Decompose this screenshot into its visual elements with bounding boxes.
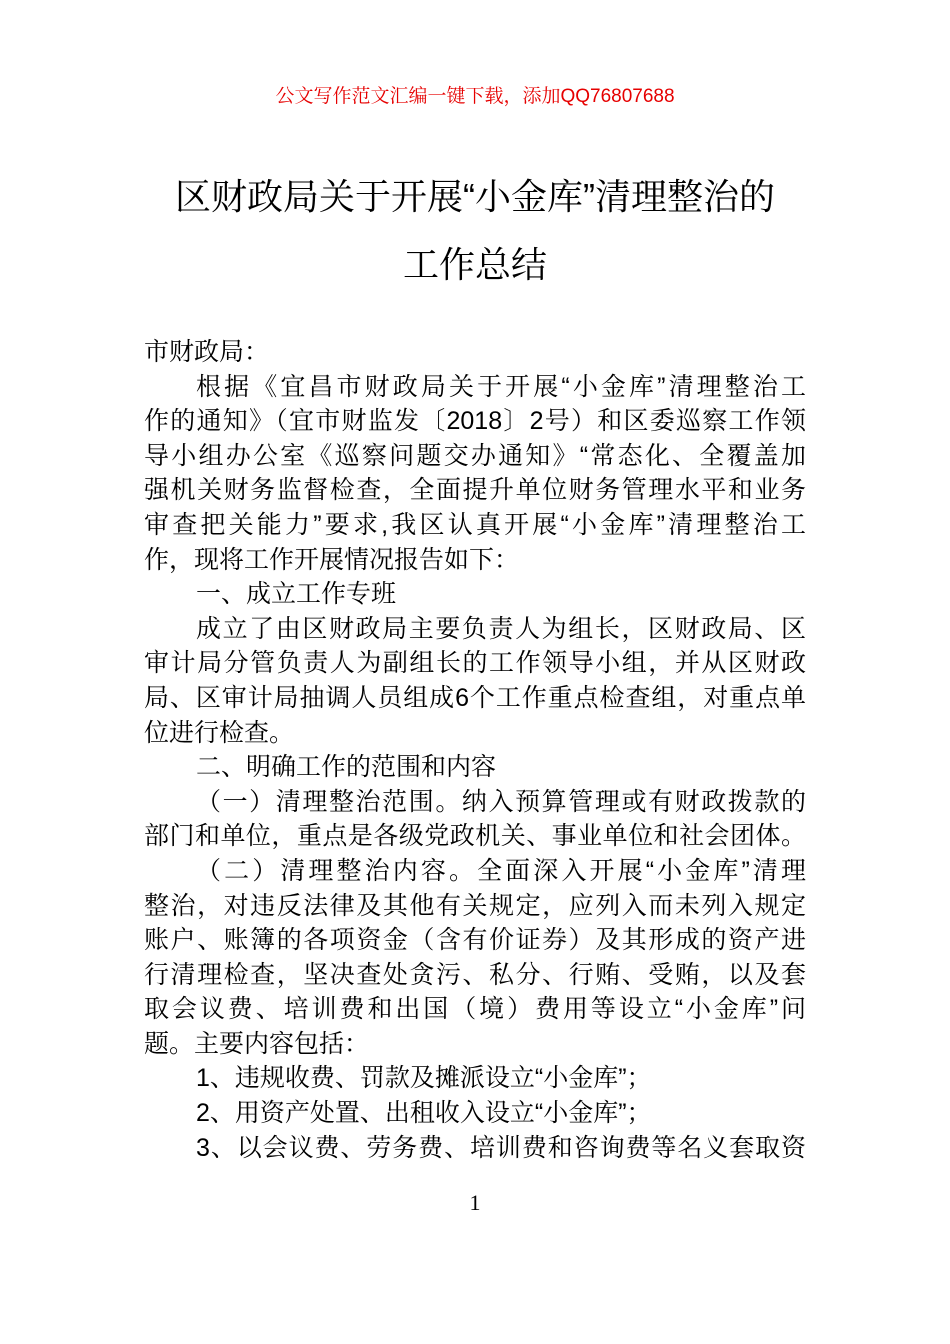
text-line: 根据《宜昌市财政局关于开展“小金库”清理整治工 bbox=[196, 372, 806, 401]
text-line: 局、区审计局抽调人员组成6个工作重点检查组，对重点单 bbox=[144, 683, 806, 712]
page-number: 1 bbox=[469, 1190, 481, 1215]
text-line: 成立了由区财政局主要负责人为组长，区财政局、区 bbox=[196, 614, 806, 643]
text-line: 1、违规收费、罚款及摊派设立“小金库”； bbox=[196, 1064, 652, 1093]
text-line: 二、明确工作的范围和内容 bbox=[196, 753, 497, 782]
text-line: 强机关财务监督检查，全面提升单位财务管理水平和业务 bbox=[144, 476, 806, 505]
text-line: 账户、账簿的各项资金（含有价证券）及其形成的资产进 bbox=[144, 926, 806, 955]
text-line: （二）清理整治内容。全面深入开展“小金库”清理 bbox=[196, 856, 806, 885]
document-title-line-2: 工作总结 bbox=[402, 244, 547, 285]
text-line: 行清理检查，坚决查处贪污、私分、行贿、受贿，以及套 bbox=[144, 960, 806, 989]
text-line: 一、成立工作专班 bbox=[196, 580, 397, 609]
document-title-line-1: 区财政局关于开展“小金库”清理整治的 bbox=[175, 176, 775, 217]
text-line: 部门和单位，重点是各级党政机关、事业单位和社会团体。 bbox=[144, 822, 806, 851]
text-line: （一）清理整治范围。纳入预算管理或有财政拨款的 bbox=[196, 787, 806, 816]
text-line: 位进行检查。 bbox=[144, 718, 295, 747]
text-line: 导小组办公室《巡察问题交办通知》“常态化、全覆盖加 bbox=[144, 441, 806, 470]
text-line: 取会议费、培训费和出国（境）费用等设立“小金库”问 bbox=[144, 995, 806, 1024]
text-line: 作，现将工作开展情况报告如下： bbox=[144, 545, 520, 574]
text-line: 审查把关能力”要求,我区认真开展“小金库”清理整治工 bbox=[144, 510, 806, 539]
text-line: 作的通知》（宜市财监发〔2018〕2号）和区委巡察工作领 bbox=[144, 407, 806, 436]
download-banner-link[interactable]: 公文写作范文汇编一键下载，添加QQ76807688 bbox=[275, 86, 675, 107]
text-line: 市财政局： bbox=[144, 338, 270, 366]
text-line: 3、以会议费、劳务费、培训费和咨询费等名义套取资 bbox=[196, 1133, 806, 1162]
text-line: 题。主要内容包括： bbox=[144, 1029, 370, 1058]
text-line: 2、用资产处置、出租收入设立“小金库”； bbox=[196, 1099, 652, 1128]
text-line: 整治，对违反法律及其他有关规定，应列入而未列入规定 bbox=[144, 891, 806, 920]
text-line: 审计局分管负责人为副组长的工作领导小组，并从区财政 bbox=[144, 649, 806, 678]
document-body bbox=[144, 335, 806, 1165]
